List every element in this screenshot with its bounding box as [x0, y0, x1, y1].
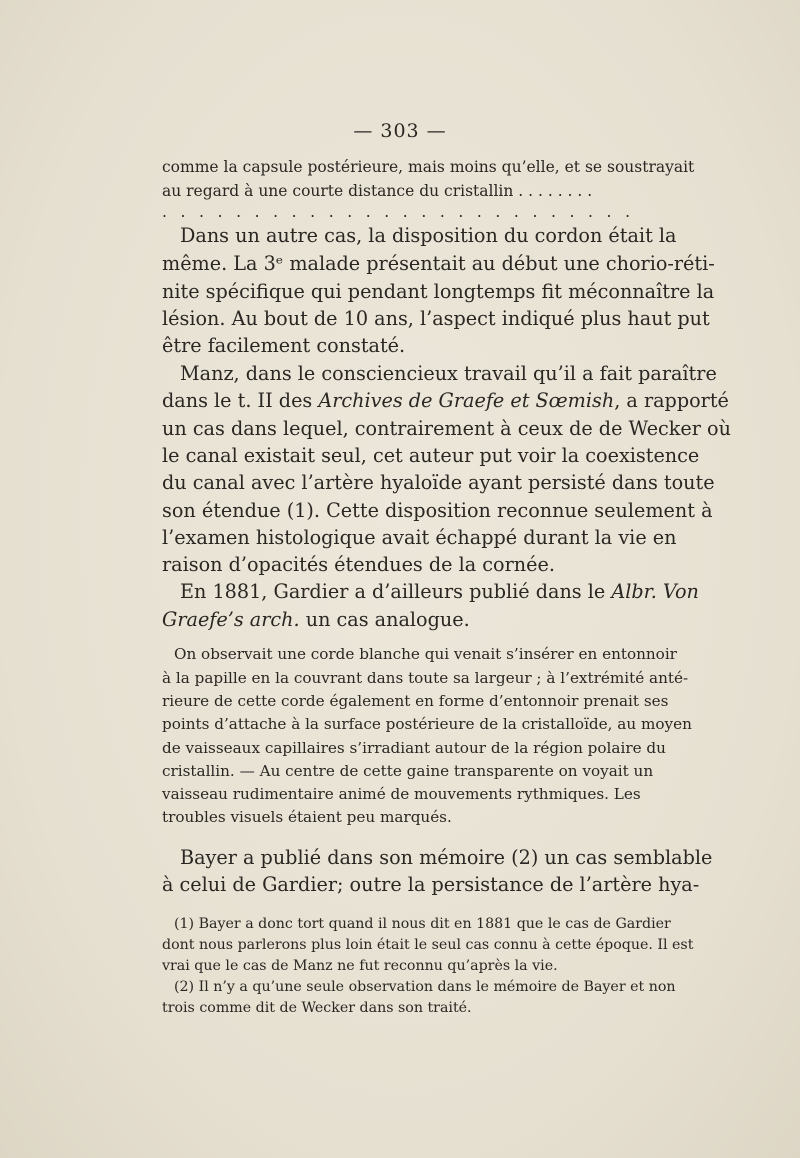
text-line: Graefe’s arch. un cas analogue.	[162, 608, 470, 631]
footnote-line: dont nous parlerons plus loin était le seul cas connu à cette époque. Il est	[162, 937, 694, 953]
text-line: à la papille en la couvrant dans toute sa largeur ; à l’extrémité anté-	[162, 669, 689, 687]
text-line: un cas dans lequel, contrairement à ceux de de Wecker où	[162, 417, 731, 440]
page-number: — 303 —	[353, 120, 447, 142]
text-line: l’examen histologique avait échappé durant la vie en	[162, 526, 677, 549]
footnote-line: vrai que le cas de Manz ne fut reconnu qu’après la vie.	[162, 958, 558, 974]
text-line: son étendue (1). Cette disposition reconnue seulement à	[162, 499, 713, 522]
text-line: dans le t. II des Archives de Graefe et Sœmish, a rapporté	[162, 389, 729, 412]
text-line: au regard à une courte distance du cristallin . . . . . . . .	[162, 182, 593, 200]
text-line: raison d’opacités étendues de la cornée.	[162, 553, 555, 576]
text-line: le canal existait seul, cet auteur put voir la coexistence	[162, 444, 700, 467]
text-line: de vaisseaux capillaires s’irradiant autour de la région polaire du	[162, 739, 666, 757]
text-line: du canal avec l’artère hyaloïde ayant persisté dans toute	[162, 471, 715, 494]
text-line: à celui de Gardier; outre la persistance de l’artère hya-	[162, 873, 700, 896]
text-line: Dans un autre cas, la disposition du cordon était la	[180, 224, 677, 247]
footnote-line: trois comme dit de Wecker dans son traité.	[162, 1000, 472, 1016]
text-line: . . . . . . . . . . . . . . . . . . . . . . . . . .	[162, 203, 630, 221]
text-line: En 1881, Gardier a d’ailleurs publié dans le Albr. Von	[180, 580, 699, 603]
text-line: vaisseau rudimentaire animé de mouvements rythmiques. Les	[162, 785, 641, 803]
footnote-line: (2) Il n’y a qu’une seule observation dans le mémoire de Bayer et non	[174, 979, 676, 995]
text-line: Manz, dans le consciencieux travail qu’il a fait paraître	[180, 362, 717, 385]
text-line: points d’attache à la surface postérieure de la cristalloïde, au moyen	[162, 715, 692, 733]
text-line: même. La 3ᵉ malade présentait au début une chorio-réti-	[162, 252, 715, 275]
text-line: être facilement constaté.	[162, 334, 406, 357]
text-line: troubles visuels étaient peu marqués.	[162, 808, 452, 826]
text-line: rieure de cette corde également en forme d’entonnoir prenait ses	[162, 692, 669, 710]
text-line: On observait une corde blanche qui venait s’insérer en entonnoir	[174, 645, 677, 663]
text-line: nite spécifique qui pendant longtemps fit méconnaître la	[162, 280, 715, 303]
text-line: comme la capsule postérieure, mais moins qu’elle, et se soustrayait	[162, 158, 695, 176]
text-line: lésion. Au bout de 10 ans, l’aspect indiqué plus haut put	[162, 307, 710, 330]
text-line: cristallin. — Au centre de cette gaine transparente on voyait un	[162, 762, 654, 780]
footnote-line: (1) Bayer a donc tort quand il nous dit en 1881 que le cas de Gardier	[174, 916, 671, 932]
text-line: Bayer a publié dans son mémoire (2) un cas semblable	[180, 846, 713, 869]
